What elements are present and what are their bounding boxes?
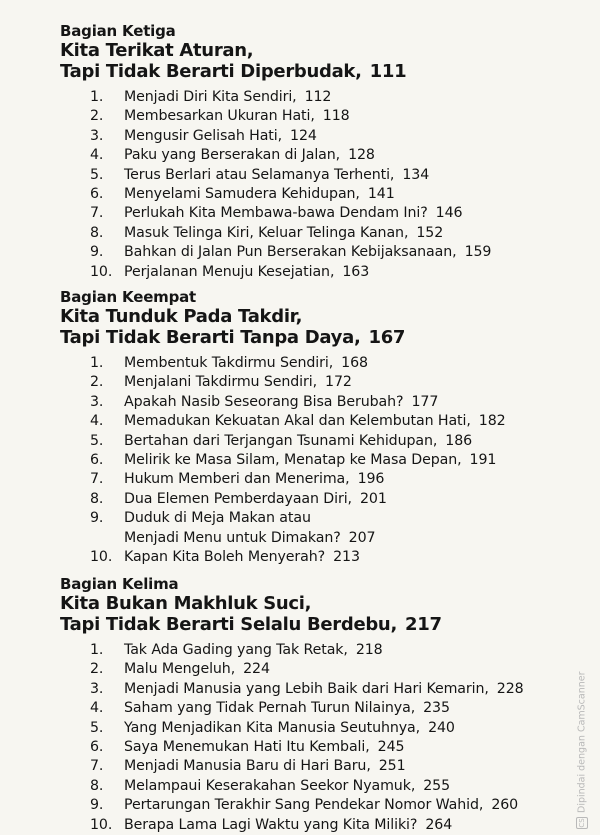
part-page-number: 217 <box>405 614 442 635</box>
toc-entry[interactable]: 1. Menjadi Diri Kita Sendiri, 112 <box>90 89 332 105</box>
toc-entry[interactable]: 5. Bertahan dari Terjangan Tsunami Kehidupan, 186 <box>90 432 473 449</box>
toc-entry[interactable]: 4. Paku yang Berserakan di Jalan, 128 <box>90 147 375 164</box>
toc-entry[interactable]: 7. Menjadi Manusia Baru di Hari Baru, 251 <box>90 758 406 775</box>
toc-entry[interactable]: 6. Melirik ke Masa Silam, Menatap ke Masa Depan, 191 <box>90 452 497 469</box>
toc-entry[interactable]: 3. Mengusir Gelisah Hati, 124 <box>90 127 317 144</box>
part-section-kelima <box>60 575 580 835</box>
toc-entry[interactable]: 8. Masuk Telinga Kiri, Keluar Telinga Kanan, 152 <box>90 224 444 241</box>
toc-entry[interactable]: 1. Membentuk Takdirmu Sendiri, 168 <box>90 355 368 371</box>
toc-entry[interactable]: 8. Melampaui Keserakahan Seekor Nyamuk, 255 <box>90 777 451 794</box>
toc-entry[interactable]: 9. Duduk di Meja Makan atau Menjadi Menu untuk Dimakan? 207 <box>90 510 376 546</box>
part-title <box>60 306 580 348</box>
toc-entry[interactable]: 3. Menjadi Manusia yang Lebih Baik dari Hari Kemarin, 228 <box>90 680 524 697</box>
toc-entry[interactable]: 4. Saham yang Tidak Pernah Turun Nilainya, 235 <box>90 700 450 717</box>
part-title-line1: Kita Terikat Aturan, <box>60 40 254 61</box>
toc-entry[interactable]: 9. Bahkan di Jalan Pun Berserakan Kebijaksanaan, 159 <box>90 244 492 261</box>
toc-entry[interactable]: 4. Memadukan Kekuatan Akal dan Kelembutan Hati, 182 <box>90 413 506 430</box>
part-title-line1: Kita Tunduk Pada Takdir, <box>60 306 303 327</box>
chapter-list <box>60 354 580 567</box>
watermark-text: Dipindai dengan CamScanner <box>576 671 588 813</box>
toc-entry[interactable]: 1. Tak Ada Gading yang Tak Retak, 218 <box>90 642 383 658</box>
part-page-number: 111 <box>369 61 407 82</box>
camscanner-icon: CS <box>578 818 586 828</box>
toc-entry[interactable]: 2. Membesarkan Ukuran Hati, 118 <box>90 108 350 125</box>
toc-entry[interactable]: 2. Menjalani Takdirmu Sendiri, 172 <box>90 374 352 391</box>
toc-entry[interactable]: 3. Apakah Nasib Seseorang Bisa Berubah? 177 <box>90 393 439 410</box>
toc-entry[interactable]: 10. Perjalanan Menuju Kesejatian, 163 <box>90 263 370 280</box>
toc-entry[interactable]: 9. Pertarungan Terakhir Sang Pendekar Nomor Wahid, 260 <box>90 797 519 814</box>
part-title <box>60 593 580 635</box>
chapter-list <box>60 88 580 282</box>
toc-entry[interactable]: 7. Perlukah Kita Membawa-bawa Dendam Ini? 146 <box>90 205 463 222</box>
chapter-list <box>60 641 580 835</box>
part-section-ketiga <box>60 22 580 282</box>
part-section-keempat <box>60 288 580 567</box>
toc-entry[interactable]: 8. Dua Elemen Pemberdayaan Diri, 201 <box>90 490 387 507</box>
toc-entry[interactable]: 5. Yang Menjadikan Kita Manusia Seutuhnya, 240 <box>90 719 455 736</box>
part-title-line2: Tapi Tidak Berarti Diperbudak, 111 <box>60 61 407 82</box>
toc-entry[interactable]: 7. Hukum Memberi dan Menerima, 196 <box>90 471 385 488</box>
toc-entry[interactable]: 5. Terus Berlari atau Selamanya Terhenti, 134 <box>90 166 430 183</box>
part-label: Bagian Ketiga <box>60 22 176 40</box>
toc-entry[interactable]: 2. Malu Mengeluh, 224 <box>90 661 270 678</box>
part-title-line2: Tapi Tidak Berarti Selalu Berdebu, 217 <box>60 614 442 635</box>
part-title-line2: Tapi Tidak Berarti Tanpa Daya, 167 <box>60 327 406 348</box>
part-title <box>60 40 580 82</box>
toc-entry[interactable]: 6. Saya Menemukan Hati Itu Kembali, 245 <box>90 739 405 756</box>
part-label: Bagian Keempat <box>60 288 197 306</box>
toc-entry[interactable]: 10. Kapan Kita Boleh Menyerah? 213 <box>90 549 360 566</box>
scanner-watermark <box>576 671 588 829</box>
part-title-line1: Kita Bukan Makhluk Suci, <box>60 593 312 614</box>
part-label: Bagian Kelima <box>60 575 179 593</box>
toc-entry[interactable]: 10. Berapa Lama Lagi Waktu yang Kita Miliki? 264 <box>90 816 453 833</box>
toc-entry[interactable]: 6. Menyelami Samudera Kehidupan, 141 <box>90 186 395 203</box>
part-page-number: 167 <box>368 327 406 348</box>
